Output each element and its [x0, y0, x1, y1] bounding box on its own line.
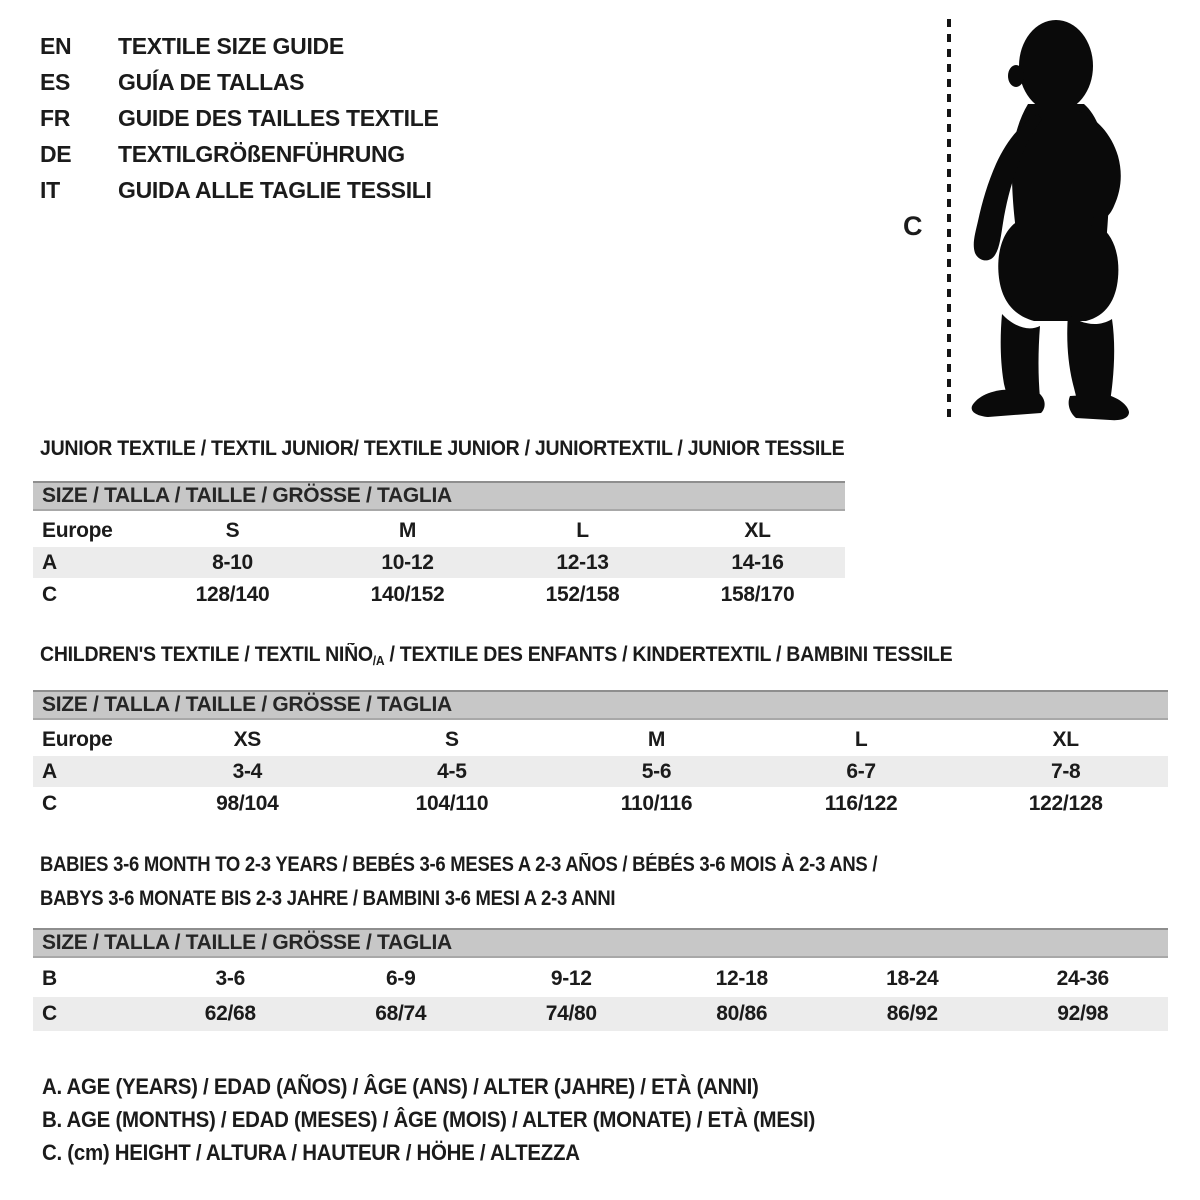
- table-cell: 128/140: [195, 583, 270, 606]
- table-cell: XL: [1052, 727, 1079, 751]
- legend-line-b: B. AGE (MONTHS) / EDAD (MESES) / ÂGE (MOIS) / ALTER (MONATE) / ETÀ (MESI): [42, 1107, 816, 1132]
- table-cell: 116/122: [824, 792, 898, 815]
- table-cell: XL: [744, 518, 771, 542]
- language-code: IT: [40, 176, 60, 203]
- table-row-europe: [33, 723, 1168, 756]
- table-cell: 18-24: [886, 967, 939, 990]
- section-title-junior: JUNIOR TEXTILE / TEXTIL JUNIOR/ TEXTILE JUNIOR / JUNIORTEXTIL / JUNIOR TESSILE: [40, 437, 845, 460]
- table-cell: 9-12: [550, 967, 592, 990]
- table-cell: 92/98: [1057, 1002, 1109, 1025]
- babies-size-table: [33, 928, 1168, 1031]
- row-label-cell: C: [42, 1002, 57, 1025]
- language-title: GUÍA DE TALLAS: [118, 68, 305, 95]
- table-cell: 6-7: [846, 759, 876, 783]
- table-cell: 152/158: [545, 583, 620, 606]
- table-cell: 122/128: [1028, 792, 1103, 815]
- row-label-cell: C: [42, 583, 57, 606]
- row-label-cell: A: [42, 759, 57, 783]
- language-row: [40, 136, 439, 172]
- legend-line-c: C. (cm) HEIGHT / ALTURA / HAUTEUR / HÖHE / ALTEZZA: [42, 1140, 580, 1165]
- table-row-age: [33, 547, 845, 578]
- language-row: [40, 100, 439, 136]
- table-cell: S: [445, 727, 459, 751]
- height-dashed-line: [947, 19, 951, 417]
- section-title-children-subscript: /A: [372, 653, 385, 668]
- table-cell: S: [225, 518, 240, 542]
- table-cell: L: [854, 727, 868, 751]
- language-code: DE: [40, 140, 72, 167]
- junior-size-table: [33, 481, 845, 612]
- language-title-list: [40, 28, 439, 208]
- children-size-table: [33, 690, 1168, 821]
- toddler-silhouette: [958, 16, 1138, 422]
- table-cell: 86/92: [886, 1002, 938, 1025]
- row-label-cell: Europe: [42, 518, 113, 542]
- section-title-babies-line2: BABYS 3-6 MONATE BIS 2-3 JAHRE / BAMBINI 3-6 MESI A 2-3 ANNI: [40, 887, 616, 910]
- table-cell: 110/116: [620, 792, 693, 815]
- language-row: [40, 64, 439, 100]
- table-row-height: [33, 787, 1168, 821]
- table-cell: 104/110: [415, 792, 489, 815]
- table-cell: 10-12: [381, 550, 434, 574]
- row-label-cell: A: [42, 550, 57, 574]
- size-header-text: SIZE / TALLA / TAILLE / GRÖSSE / TAGLIA: [42, 693, 452, 716]
- table-cell: 80/86: [716, 1002, 768, 1025]
- section-title-babies: [40, 848, 877, 916]
- row-label-cell: B: [42, 967, 57, 990]
- table-cell: 7-8: [1050, 759, 1081, 783]
- table-cell: 140/152: [370, 583, 445, 606]
- language-title: TEXTILE SIZE GUIDE: [118, 32, 344, 59]
- language-code: FR: [40, 104, 71, 131]
- table-row-months: [33, 961, 1168, 997]
- height-label-c: C: [903, 211, 923, 241]
- table-cell: 14-16: [731, 550, 784, 574]
- language-code: EN: [40, 32, 72, 59]
- section-title-children-text: / TEXTILE DES ENFANTS / KINDERTEXTIL / BAMBINI TESSILE: [384, 643, 953, 666]
- table-row-age: [33, 756, 1168, 787]
- measurement-legend: [42, 1070, 873, 1169]
- table-cell: XS: [233, 727, 261, 751]
- language-code: ES: [40, 68, 71, 95]
- table-cell: 5-6: [641, 759, 672, 783]
- language-row: [40, 172, 439, 208]
- language-title: GUIDE DES TAILLES TEXTILE: [118, 104, 439, 131]
- language-title: TEXTILGRÖßENFÜHRUNG: [118, 140, 405, 167]
- table-cell: 4-5: [437, 759, 467, 783]
- size-header-bar: [33, 481, 845, 511]
- table-cell: 12-18: [715, 967, 768, 990]
- table-cell: 62/68: [204, 1002, 256, 1025]
- size-header-bar: [33, 928, 1168, 958]
- table-cell: 158/170: [720, 583, 795, 606]
- size-header-text: SIZE / TALLA / TAILLE / GRÖSSE / TAGLIA: [42, 484, 452, 507]
- row-label-cell: C: [42, 792, 57, 815]
- table-cell: 68/74: [375, 1002, 427, 1025]
- size-header-text: SIZE / TALLA / TAILLE / GRÖSSE / TAGLIA: [42, 931, 452, 954]
- table-cell: 74/80: [545, 1002, 597, 1025]
- table-row-height: [33, 997, 1168, 1031]
- table-cell: 6-9: [386, 967, 416, 990]
- table-cell: 3-6: [215, 967, 245, 990]
- table-cell: 8-10: [212, 550, 253, 574]
- table-cell: L: [576, 518, 589, 542]
- section-title-children: [40, 643, 952, 667]
- language-title: GUIDA ALLE TAGLIE TESSILI: [118, 176, 432, 203]
- legend-line-a: A. AGE (YEARS) / EDAD (AÑOS) / ÂGE (ANS) / ALTER (JAHRE) / ETÀ (ANNI): [42, 1074, 759, 1099]
- table-cell: 24-36: [1056, 967, 1109, 990]
- table-cell: M: [647, 727, 666, 751]
- table-row-height: [33, 578, 845, 612]
- section-title-children-text: CHILDREN'S TEXTILE / TEXTIL NIÑO: [40, 643, 373, 666]
- row-label-cell: Europe: [42, 727, 113, 751]
- table-row-europe: [33, 514, 845, 547]
- table-cell: 98/104: [216, 792, 279, 815]
- section-title-babies-line1: BABIES 3-6 MONTH TO 2-3 YEARS / BEBÉS 3-6 MESES A 2-3 AÑOS / BÉBÉS 3-6 MOIS À 2-3 ANS /: [40, 853, 878, 876]
- table-cell: 12-13: [556, 550, 609, 574]
- table-cell: M: [398, 518, 417, 542]
- size-header-bar: [33, 690, 1168, 720]
- language-row: [40, 28, 439, 64]
- table-cell: 3-4: [232, 759, 263, 783]
